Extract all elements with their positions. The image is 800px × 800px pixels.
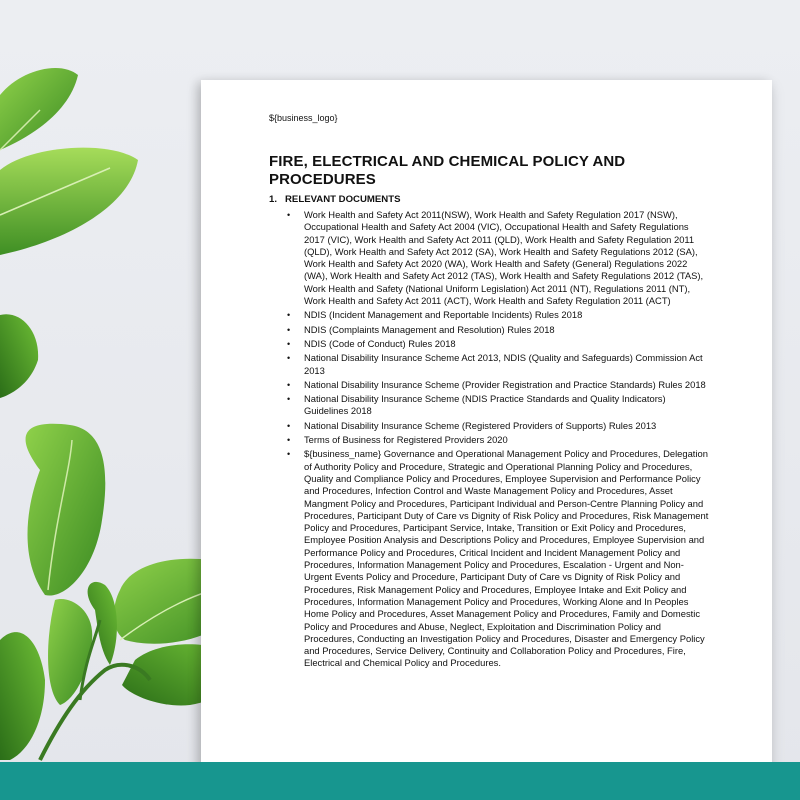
list-item-text: National Disability Insurance Scheme (Registered Providers of Supports) Rules 2013 [304,419,657,431]
list-item [287,378,709,391]
bullet-icon: • [287,379,291,390]
list-item-text: Work Health and Safety Act 2011(NSW), Work Health and Safety Regulation 2017 (NSW), Occupational Health and Safety Act 2004 (VIC), Occupational Health and Safety Regulations 2017 (VIC), Work Health and Safety Act 2011 (QLD), Work Health and Safety Regulation 2011 (QLD), Work Health and Safety Act 2012 (SA), Work Health and Safety Regulations 2012 (SA), Work Health and Safety Act 2020 (WA), Work Health and Safety (General) Regulations 2022 (WA), Work Health and Safety Act 2012 (TAS), Work Health and Safety Regulations 2012 (TAS), Work Health and Safety (National Uniform Legislation) Act 2011 (NT), Regulations 2011 (NT), Work Health and Safety Act 2011 (ACT), Work Health and Safety Regulation 2011 (ACT) [304,209,704,307]
bullet-icon: • [287,310,291,321]
business-logo-placeholder: ${business_logo} [269,113,338,123]
document-content [269,113,709,672]
bullet-icon: • [287,324,291,335]
document-page [201,80,772,770]
bullet-icon: • [287,394,291,405]
bullet-icon: • [287,435,291,446]
list-item-text: National Disability Insurance Scheme Act 2013, NDIS (Quality and Safeguards) Commission Act 2013 [304,352,703,376]
list-item [287,209,709,307]
section-heading-text: RELEVANT DOCUMENTS [285,194,401,205]
document-title: FIRE, ELECTRICAL AND CHEMICAL POLICY AND PROCEDURES [269,153,626,188]
list-item-text: National Disability Insurance Scheme (NDIS Practice Standards and Quality Indicators) Guidelines 2018 [304,393,666,417]
bullet-icon: • [287,338,291,349]
list-item-text: ${business_name} Governance and Operational Management Policy and Procedures, Delegation of Authority Policy and Procedure, Strategic and Operational Planning Policy and Procedures, Quality and Compliance Policy and Procedures, Employee Supervision and Performance Policy and Procedures, Infection Control and Waste Management Policy and Procedures, Asset Mangment Policy and Procedures, Participant Individual and Person-Centre Planning Policy and Procedures, Participant Duty of Care vs Dignity of Risk Policy and Procedures, Risk Management Policy and Procedures, Participant Service, Intake, Transition or Exit Policy and Procedures, Employee Position Analysis and Descriptions Policy and Procedures, Employee Supervision and Performance Policy and Procedures, Critical Incident and Incident Management Policy and Procedures, Information Management Policy and Procedures, Escalation - Urgent and Non-Urgent Events Policy and Procedure, Participant Duty of Care vs Dignity of Risk Policy and Procedures, Risk Management Policy and Procedures, Employee Intake and Exit Policy and Procedures, Information Management Policy and Procedures, Working Alone and In Peoples Home Policy and Procedures, Asset Management Policy and Procedures, Family and Domestic Policy and Procedures and Abuse, Neglect, Exploitation and Discrimination Policy and Procedures, Conducting an Investigation Policy and Procedures, Disaster and Emergency Policy and Procedures, Service Delivery, Continuity and Collaboration Policy and Procedures, Fire, Electrical and Chemical Policy and Procedures. [304,448,709,669]
section-heading [269,194,709,205]
list-item-text: NDIS (Incident Management and Reportable Incidents) Rules 2018 [304,309,583,321]
list-item [287,419,709,432]
bullet-icon: • [287,353,291,364]
relevant-documents-list [269,209,709,670]
section-number: 1. [269,194,278,205]
list-item-text: National Disability Insurance Scheme (Provider Registration and Practice Standards) Rules 2018 [304,378,706,390]
bullet-icon: • [287,210,291,220]
list-item-text: NDIS (Complaints Management and Resolution) Rules 2018 [304,323,555,335]
bullet-icon: • [287,420,291,431]
list-item [287,448,709,669]
list-item-text: Terms of Business for Registered Providers 2020 [304,434,508,446]
footer-band [0,762,800,800]
list-item [287,337,709,350]
bullet-icon: • [287,449,291,460]
list-item [287,434,709,446]
list-item [287,393,709,418]
list-item-text: NDIS (Code of Conduct) Rules 2018 [304,337,456,349]
list-item [287,352,709,377]
list-item [287,323,709,336]
list-item [287,309,709,321]
